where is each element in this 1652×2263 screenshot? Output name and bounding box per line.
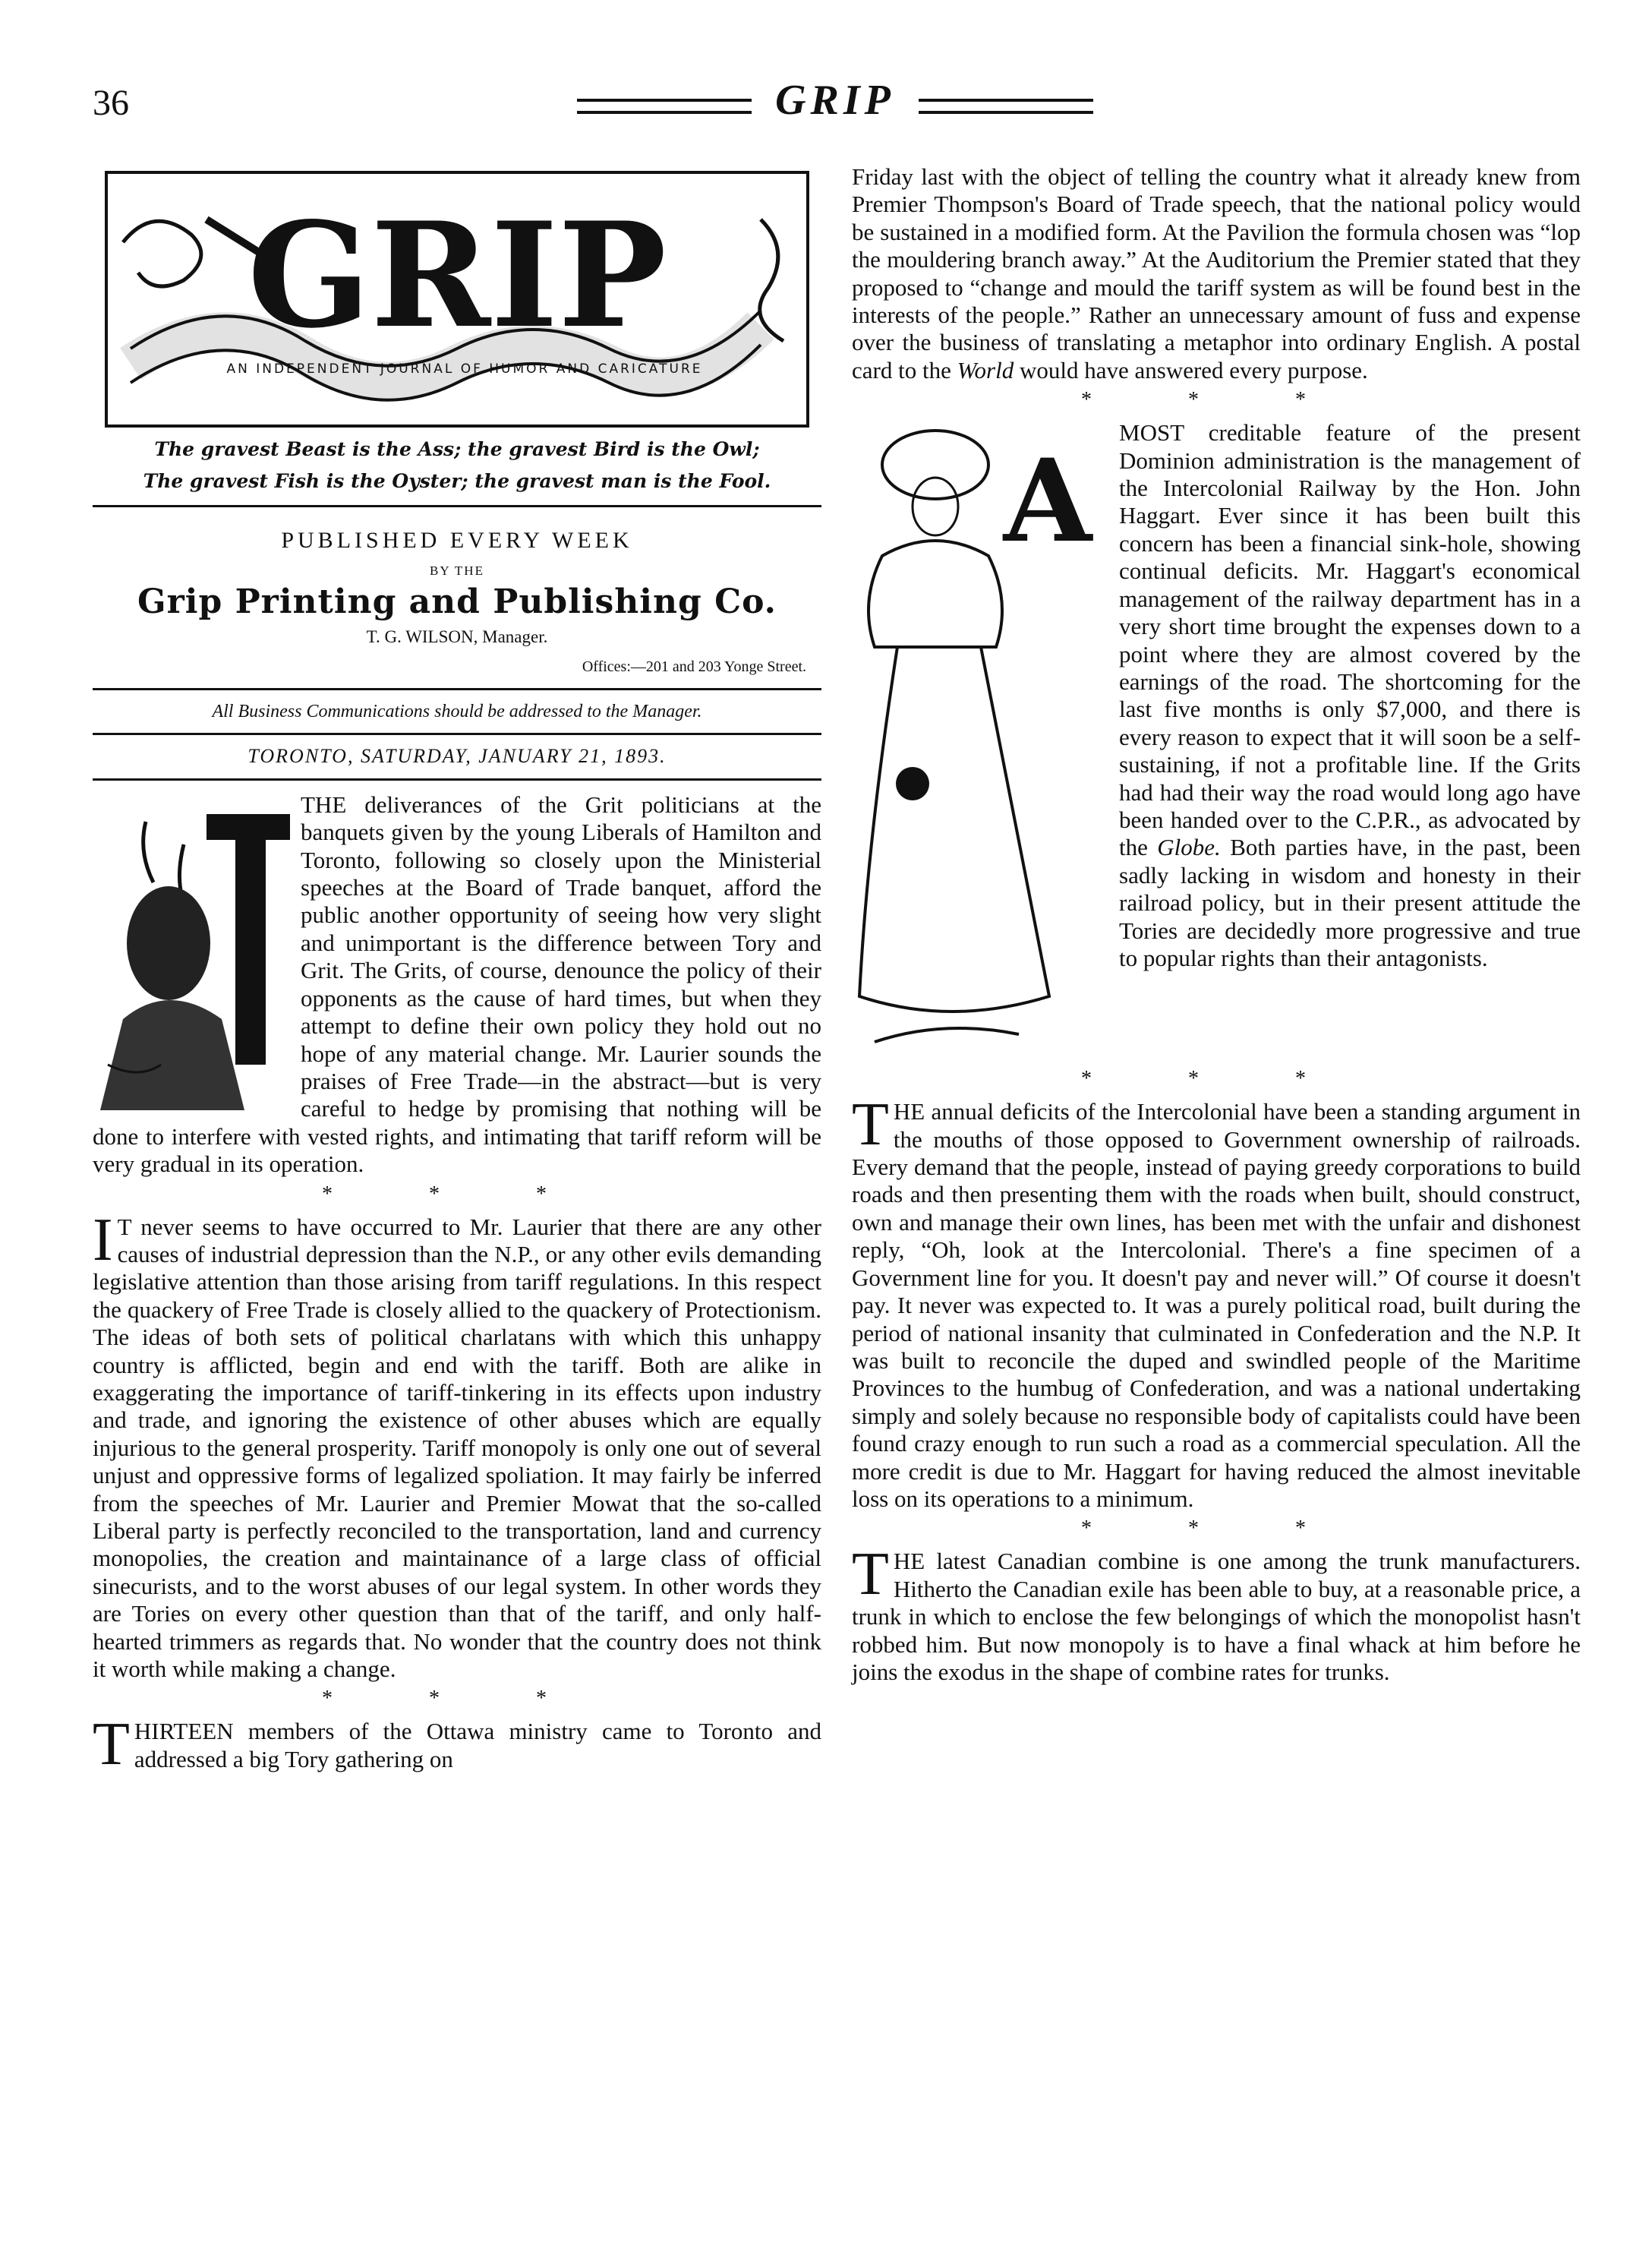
article-2-text: T never seems to have occurred to Mr. Laurier that there are any other causes of industrial depression than the N.P., or any other evils demanding legislative attention than those arising from tariff regulations. In this respect the quackery of Free Trade is closely allied to the quackery of Protectionism. The ideas of both sets of political charlatans with which this unhappy country is afflicted, begin and end with the tariff. Both are alike in exaggerating the importance of tariff-tinkering in its effects upon industry and trade, and ignoring the existence of other abuses which are equally injurious to the general prosperity. Tariff monopoly is only one out of several unjust and oppressive forms of legalized spoliation. It may fairly be inferred from the speeches of Mr. Laurier and Premier Mowat that the so-called Liberal party is perfectly reconciled to the transportation, land and currency monopolies, the creation and maintainance of a large class of official sinecurists, and to the worst abuses of our legal system. In other words they are Tories on every other question than that of the tariff, and only half-hearted trimmers as regards that. No wonder that the country does not think it worth while making a change.: [93, 1213, 821, 1683]
article-4-text-2: Both parties have, in the past, been sadly lacking in wisdom and honesty in their railroad policy, but in their present attitude the Tories are decidedly more progressive and true to popular rights than their antagonists.: [1119, 834, 1581, 971]
published-line: PUBLISHED EVERY WEEK: [281, 528, 633, 553]
lady-figure-illustration: [852, 419, 1110, 1065]
illustrated-initial-a: [852, 419, 1110, 1065]
section-separator: * * *: [322, 1182, 592, 1206]
business-notice: All Business Communications should be addressed to the Manager.: [212, 702, 702, 722]
divider: [93, 505, 821, 507]
masthead-illustration: [108, 174, 806, 425]
article-5-text: HE annual deficits of the Intercolonial have been a standing argument in the mouths of those opposed to Government ownership of railroads. Every demand that the people, instead of paying greedy corporations to build roads and then presenting them with the roads when built, should construct, own and manage their own lines, has been met with the unfair and dishonest reply, “Oh, look at the Intercolonial. There's a fine specimen of a Government line for you. It doesn't pay and never will.” Of course it doesn't pay. It never was expected to. It was a purely political road, built during the period of national insanity that culminated in Confederation and the N.P. It was built to reconcile the duped and swindled people of the Maritime Provinces to the humbug of Confederation, and was a national undertaking simply and solely because no responsible body of capitalists could have been found crazy enough to run such a road as a commercial speculation. All the more credit is due to Mr. Haggart for having reduced the almost inevitable loss on its operations to a minimum.: [852, 1098, 1581, 1512]
dateline: TORONTO, SATURDAY, JANUARY 21, 1893.: [247, 745, 667, 768]
article-2-dropcap: I: [93, 1206, 113, 1274]
article-3: [93, 1711, 821, 1779]
masthead-logo-text: GRIP: [247, 191, 667, 360]
section-separator: * * *: [1081, 1517, 1351, 1541]
publisher-name: Grip Printing and Publishing Co.: [137, 582, 777, 621]
article-4-initial: A: [1003, 434, 1092, 569]
section-separator: * * *: [1081, 388, 1351, 412]
article-1-text: THE deliverances of the Grit politicians at the banquets given by the young Liberals of Hamilton and Toronto, following so closely upon the Ministerial speeches at the Board of Trade banquet, afford the public another opportunity of seeing how very slight and unimportant is the difference between Tory and Grit. The Grits, of course, denounce the policy of their opponents as the cause of hard times, but when they attempt to define their own policy they hold out no hope of any material change. Mr. Laurier sounds the praises of Free Trade—in the abstract—but is very careful to hedge by promising that nothing will be done to interfere with vested rights, and intimating that tariff reform will be very gradual in its operation.: [93, 791, 821, 1178]
article-6: [852, 1541, 1581, 1686]
divider: [93, 688, 821, 690]
section-separator: * * *: [322, 1687, 592, 1711]
manager-line: T. G. WILSON, Manager.: [366, 627, 548, 647]
running-head-title: GRIP: [775, 77, 895, 124]
article-3-world: World: [957, 356, 1014, 383]
motto-line-2: The gravest Fish is the Oyster; the gravest man is the Fool.: [143, 470, 771, 492]
by-the-line: BY THE: [430, 563, 484, 579]
article-3-text: HIRTEEN members of the Ottawa ministry came to Toronto and addressed a big Tory gathering on: [134, 1718, 821, 1772]
illustrated-initial-t: [93, 791, 292, 1118]
left-column: [93, 171, 821, 1779]
article-4-globe: Globe.: [1157, 834, 1221, 861]
devil-figure-illustration: [93, 791, 292, 1118]
divider: [93, 733, 821, 735]
article-5-dropcap: T: [852, 1091, 889, 1159]
masthead-ribbon-text: AN INDEPENDENT JOURNAL OF HUMOR AND CARICATURE: [226, 361, 703, 377]
page-number: 36: [93, 83, 129, 123]
article-6-dropcap: T: [852, 1541, 889, 1608]
article-3-cont-text-2: would have answered every purpose.: [1014, 356, 1368, 383]
running-head-rule-right: [919, 99, 1093, 114]
article-2: [93, 1206, 821, 1684]
article-3-dropcap: T: [93, 1711, 130, 1779]
article-6-text: HE latest Canadian combine is one among the trunk manufacturers. Hitherto the Canadian exile has been able to buy, at a reasonable price, a trunk in which to enclose the few belongings of which the monopolist hasn't robbed him. But now monopoly is to have a final whack at him before he joins the exodus in the shape of combine rates for trunks.: [852, 1548, 1581, 1685]
motto-line-1: The gravest Beast is the Ass; the gravest Bird is the Owl;: [154, 438, 760, 460]
offices-line: Offices:—201 and 203 Yonge Street.: [582, 658, 806, 675]
section-separator: * * *: [1081, 1067, 1351, 1091]
running-head: [554, 76, 1116, 129]
right-column: [852, 163, 1581, 1686]
article-3-continued: [852, 163, 1581, 384]
article-4-text-1: MOST creditable feature of the present Dominion administration is the management of the Intercolonial Railway by the Hon. John Haggart. Ever since it has been built this concern has been a financial sink-hole, showing continual deficits. Mr. Haggart's economical management of the railway department has in a very short time brought the expenses down to a point where they are almost covered by the earnings of the road. The shortcoming for the last five months is only $7,000, and there is every reason to expect that it will soon be a self-sustaining, if not a profitable line. If the Grits had had their way the road would long ago have been handed over to the C.P.R., as advocated by the: [1119, 419, 1581, 861]
article-3-cont-text-1: Friday last with the object of telling the country what it already knew from Premier Thompson's Board of Trade speech, that the national policy would be sustained in a modified form. At the Pavilion the formula chosen was “lop the mouldering branch away.” At the Auditorium the Premier stated that they proposed to “change and mould the tariff system as will be found best in the interests of the people.” Rather an unnecessary amount of fuss and expense over the business of translating a metaphor into ordinary English. A postal card to the: [852, 163, 1581, 383]
article-5: [852, 1091, 1581, 1513]
masthead-motto: [93, 434, 821, 497]
divider: [93, 778, 821, 781]
masthead-logo: [105, 171, 809, 428]
